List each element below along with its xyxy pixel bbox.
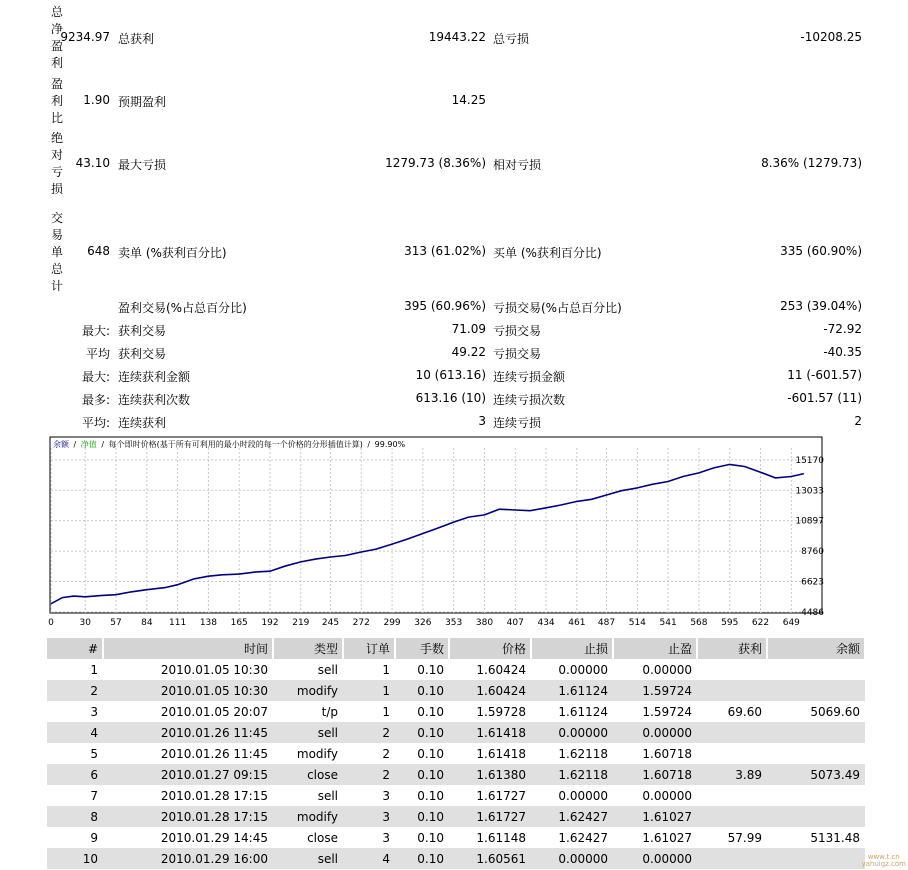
cell-stop-loss: 0.00000 — [531, 722, 613, 743]
header-price: 价格 — [449, 638, 531, 659]
x-tick-label: 138 — [199, 618, 218, 628]
cell-number: 9 — [90, 830, 98, 845]
x-tick-label: 111 — [169, 618, 187, 628]
cell-profit — [697, 743, 767, 764]
cell-profit: 69.60 — [727, 704, 762, 719]
cell-price: 1.59728 — [476, 704, 526, 719]
cell-profit — [697, 806, 767, 827]
cell-balance — [767, 722, 865, 743]
avg-consec-prefix: 平均: — [81, 416, 110, 430]
cell-time: 2010.01.26 11:45 — [103, 722, 273, 743]
cell-order: 2 — [343, 722, 395, 743]
y-tick-label: 6623 — [801, 577, 824, 588]
cell-stop-loss: 1.62427 — [531, 806, 613, 827]
expected-payoff-value: 14.25 — [451, 93, 486, 107]
cell-balance — [767, 743, 865, 764]
cell-price: 1.60424 — [449, 680, 531, 701]
cell-number: 2 — [47, 680, 103, 701]
header-stop-loss: 止损 — [531, 638, 613, 659]
x-tick-label: 192 — [261, 618, 279, 628]
short-positions-value: 313 (61.02%) — [404, 244, 486, 258]
y-tick-label: 10897 — [795, 516, 824, 527]
cell-balance — [767, 680, 865, 701]
net-profit-value: 9234.97 — [60, 30, 110, 44]
max-consec-losses-label: 连续亏损金额 — [493, 370, 566, 384]
cell-balance — [767, 848, 865, 869]
max-consec-wins-value: 10 (613.16) — [415, 368, 486, 382]
header-balance: 余额 — [767, 638, 865, 659]
chart-x-ticks — [48, 618, 800, 628]
profit-trades-label: 盈利交易(%占总百分比) — [118, 301, 247, 315]
x-tick-label: 299 — [383, 618, 401, 628]
largest-loss-label: 亏损交易 — [493, 324, 542, 338]
watermark-logo — [861, 854, 906, 868]
cell-take-profit: 1.60718 — [642, 746, 692, 761]
largest-loss-value: -72.92 — [823, 322, 862, 336]
cell-number: 5 — [90, 746, 98, 761]
profit-factor-value: 1.90 — [83, 93, 110, 107]
x-tick-label: 514 — [628, 618, 646, 628]
cell-profit — [697, 785, 767, 806]
cell-lots: 0.10 — [417, 788, 444, 803]
legend-separator: / — [101, 440, 105, 449]
cell-number: 3 — [90, 704, 98, 719]
cell-take-profit: 1.61027 — [613, 806, 697, 827]
cell-take-profit: 1.60718 — [613, 764, 697, 785]
cell-time: 2010.01.26 11:45 — [160, 746, 268, 761]
header-take-profit: 止盈 — [613, 638, 697, 659]
table-row — [47, 701, 865, 722]
largest-profit-value: 71.09 — [451, 322, 486, 336]
chart-legend — [53, 439, 406, 449]
cell-type: t/p — [321, 704, 338, 719]
y-tick-label: 4486 — [801, 608, 824, 618]
cell-lots: 0.10 — [417, 746, 444, 761]
cell-stop-loss: 1.62427 — [558, 830, 608, 845]
cell-balance: 5131.48 — [810, 830, 860, 845]
header-number: # — [47, 638, 103, 659]
max-consec-amount-prefix: 最大: — [81, 370, 110, 384]
table-header-row — [47, 638, 865, 659]
legend-separator: / — [73, 440, 77, 449]
cell-order: 1 — [382, 662, 390, 677]
cell-number: 6 — [47, 764, 103, 785]
cell-time: 2010.01.28 17:15 — [160, 788, 268, 803]
short-positions-label: 卖单 (%获利百分比) — [118, 246, 227, 260]
cell-stop-loss: 0.00000 — [558, 662, 608, 677]
cell-time: 2010.01.29 14:45 — [160, 830, 268, 845]
max-consec-losses-value: 11 (-601.57) — [787, 368, 862, 382]
largest-prefix: 最大: — [81, 324, 110, 338]
header-time: 时间 — [103, 638, 273, 659]
legend-equity: 净值 — [80, 440, 97, 449]
legend-note: 每个即时价格(基于所有可利用的最小时段的每一个价格的分形插值计算) — [108, 440, 363, 449]
maximal-drawdown-label: 最大亏损 — [118, 158, 167, 172]
profit-trades-value: 395 (60.96%) — [404, 299, 486, 313]
avg-consec-losses-label: 连续亏损 — [493, 416, 542, 430]
cell-stop-loss: 1.62118 — [558, 746, 608, 761]
cell-lots: 0.10 — [395, 722, 449, 743]
gross-loss-value: -10208.25 — [800, 30, 862, 44]
x-tick-label: 407 — [506, 618, 524, 628]
cell-take-profit: 1.59724 — [642, 704, 692, 719]
cell-lots: 0.10 — [417, 830, 444, 845]
cell-type: modify — [273, 806, 343, 827]
table-row — [47, 680, 865, 701]
cell-number: 7 — [90, 788, 98, 803]
long-positions-label: 买单 (%获利百分比) — [493, 246, 602, 260]
cell-price: 1.61727 — [449, 806, 531, 827]
cell-balance — [767, 806, 865, 827]
cell-type: sell — [317, 788, 338, 803]
long-positions-value: 335 (60.90%) — [780, 244, 862, 258]
x-tick-label: 165 — [230, 618, 248, 628]
x-tick-label: 0 — [48, 618, 54, 628]
avg-consec-losses-value: 2 — [854, 414, 862, 428]
cell-profit — [697, 722, 767, 743]
absolute-drawdown-value: 43.10 — [75, 156, 110, 170]
avg-consec-wins-label: 连续获利 — [118, 416, 167, 430]
cell-order: 3 — [343, 806, 395, 827]
table-row — [47, 785, 865, 806]
cell-order: 3 — [382, 788, 390, 803]
cell-price: 1.60424 — [476, 662, 526, 677]
cell-type: close — [273, 764, 343, 785]
profit-factor-label: 盈利比 — [50, 77, 63, 125]
cell-price: 1.61380 — [449, 764, 531, 785]
cell-order: 2 — [382, 746, 390, 761]
cell-stop-loss: 0.00000 — [558, 788, 608, 803]
cell-price: 1.61148 — [476, 830, 526, 845]
cell-balance — [767, 785, 865, 806]
header-lots: 手数 — [395, 638, 449, 659]
cell-lots: 0.10 — [395, 680, 449, 701]
cell-lots: 0.10 — [417, 662, 444, 677]
cell-stop-loss: 1.61124 — [531, 680, 613, 701]
x-tick-label: 461 — [568, 618, 586, 628]
cell-profit: 57.99 — [727, 830, 762, 845]
gross-loss-label: 总亏损 — [493, 32, 530, 46]
cell-time: 2010.01.27 09:15 — [103, 764, 273, 785]
cell-price: 1.61727 — [476, 788, 526, 803]
max-consec-profit-value: 613.16 (10) — [415, 391, 486, 405]
cell-balance — [767, 659, 865, 680]
cell-lots: 0.10 — [395, 848, 449, 869]
trades-table — [47, 638, 866, 869]
net-profit-label: 总净盈利 — [50, 5, 63, 70]
cell-order: 4 — [343, 848, 395, 869]
loss-trades-label: 亏损交易(%占总百分比) — [493, 301, 622, 315]
cell-number: 10 — [47, 848, 103, 869]
relative-drawdown-label: 相对亏损 — [493, 158, 542, 172]
chart-plot-area — [50, 437, 822, 613]
gross-profit-label: 总获利 — [118, 32, 155, 46]
cell-type: modify — [296, 746, 338, 761]
cell-price: 1.60561 — [449, 848, 531, 869]
x-tick-label: 568 — [690, 618, 708, 628]
watermark-line: yahuigz.com — [861, 860, 906, 868]
x-tick-label: 353 — [445, 618, 463, 628]
maximal-drawdown-value: 1279.73 (8.36%) — [385, 156, 486, 170]
x-tick-label: 649 — [782, 618, 800, 628]
cell-type: close — [307, 830, 338, 845]
cell-order: 2 — [343, 764, 395, 785]
cell-take-profit: 1.61027 — [642, 830, 692, 845]
cell-type: sell — [317, 662, 338, 677]
x-tick-label: 57 — [110, 618, 122, 628]
cell-stop-loss: 1.61124 — [558, 704, 608, 719]
cell-take-profit: 0.00000 — [642, 662, 692, 677]
total-trades-label: 交易单总计 — [50, 211, 63, 293]
max-consec-count-prefix: 最多: — [81, 393, 110, 407]
x-tick-label: 272 — [352, 618, 370, 628]
max-consec-wins-label: 连续获利金额 — [118, 370, 191, 384]
max-consec-loss-label: 连续亏损次数 — [493, 393, 566, 407]
cell-type: sell — [273, 848, 343, 869]
cell-time: 2010.01.29 16:00 — [103, 848, 273, 869]
table-row — [47, 806, 865, 827]
cell-lots: 0.10 — [417, 704, 444, 719]
gross-profit-value: 19443.22 — [428, 30, 486, 44]
cell-profit — [697, 680, 767, 701]
cell-take-profit: 0.00000 — [613, 848, 697, 869]
cell-stop-loss: 1.62118 — [531, 764, 613, 785]
cell-balance: 5073.49 — [767, 764, 865, 785]
max-consec-loss-value: -601.57 (11) — [787, 391, 862, 405]
table-row — [47, 722, 865, 743]
x-tick-label: 622 — [751, 618, 770, 628]
cell-profit — [697, 659, 767, 680]
expected-payoff-label: 预期盈利 — [118, 95, 167, 109]
average-profit-label: 获利交易 — [118, 347, 167, 361]
header-profit: 获利 — [697, 638, 767, 659]
x-tick-label: 219 — [292, 618, 310, 628]
x-tick-label: 326 — [414, 618, 432, 628]
header-type: 类型 — [273, 638, 343, 659]
y-tick-label: 13033 — [795, 486, 824, 497]
cell-profit — [697, 848, 767, 869]
cell-type: modify — [273, 680, 343, 701]
x-tick-label: 30 — [79, 618, 91, 628]
cell-balance: 5069.60 — [810, 704, 860, 719]
cell-price: 1.61418 — [476, 746, 526, 761]
legend-quality: 99.90% — [374, 440, 406, 449]
cell-time: 2010.01.05 20:07 — [160, 704, 268, 719]
legend-balance: 余额 — [53, 440, 69, 449]
x-tick-label: 595 — [721, 618, 739, 628]
table-row — [47, 848, 865, 869]
table-row — [47, 764, 865, 785]
avg-consec-wins-value: 3 — [478, 414, 486, 428]
loss-trades-value: 253 (39.04%) — [780, 299, 862, 313]
cell-number: 1 — [90, 662, 98, 677]
average-loss-value: -40.35 — [823, 345, 862, 359]
cell-order: 3 — [382, 830, 390, 845]
average-profit-value: 49.22 — [451, 345, 486, 359]
largest-profit-label: 获利交易 — [118, 324, 167, 338]
absolute-drawdown-label: 绝对亏损 — [50, 131, 63, 196]
x-tick-label: 84 — [141, 618, 153, 628]
cell-time: 2010.01.28 17:15 — [103, 806, 273, 827]
cell-profit: 3.89 — [697, 764, 767, 785]
legend-separator: / — [367, 440, 371, 449]
cell-number: 4 — [47, 722, 103, 743]
table-row — [47, 659, 865, 680]
y-tick-label: 8760 — [801, 547, 824, 558]
cell-take-profit: 0.00000 — [642, 788, 692, 803]
cell-number: 8 — [47, 806, 103, 827]
cell-lots: 0.10 — [395, 764, 449, 785]
x-tick-label: 380 — [475, 618, 494, 628]
average-loss-label: 亏损交易 — [493, 347, 542, 361]
cell-take-profit: 1.59724 — [613, 680, 697, 701]
y-tick-label: 15170 — [795, 455, 824, 466]
cell-stop-loss: 0.00000 — [531, 848, 613, 869]
table-row — [47, 743, 865, 764]
x-tick-label: 487 — [597, 618, 616, 628]
total-trades-value: 648 — [87, 244, 110, 258]
x-tick-label: 541 — [659, 618, 677, 628]
average-prefix: 平均 — [85, 347, 110, 361]
relative-drawdown-value: 8.36% (1279.73) — [761, 156, 862, 170]
header-order: 订单 — [343, 638, 395, 659]
balance-chart — [49, 436, 825, 626]
x-tick-label: 434 — [537, 618, 555, 628]
cell-order: 1 — [382, 704, 390, 719]
cell-price: 1.61418 — [449, 722, 531, 743]
cell-order: 1 — [343, 680, 395, 701]
table-row — [47, 827, 865, 848]
cell-type: sell — [273, 722, 343, 743]
cell-time: 2010.01.05 10:30 — [103, 680, 273, 701]
cell-lots: 0.10 — [395, 806, 449, 827]
max-consec-profit-label: 连续获利次数 — [118, 393, 191, 407]
cell-time: 2010.01.05 10:30 — [160, 662, 268, 677]
cell-take-profit: 0.00000 — [613, 722, 697, 743]
watermark-line: www.t.cn — [867, 853, 900, 861]
x-tick-label: 245 — [321, 618, 340, 628]
